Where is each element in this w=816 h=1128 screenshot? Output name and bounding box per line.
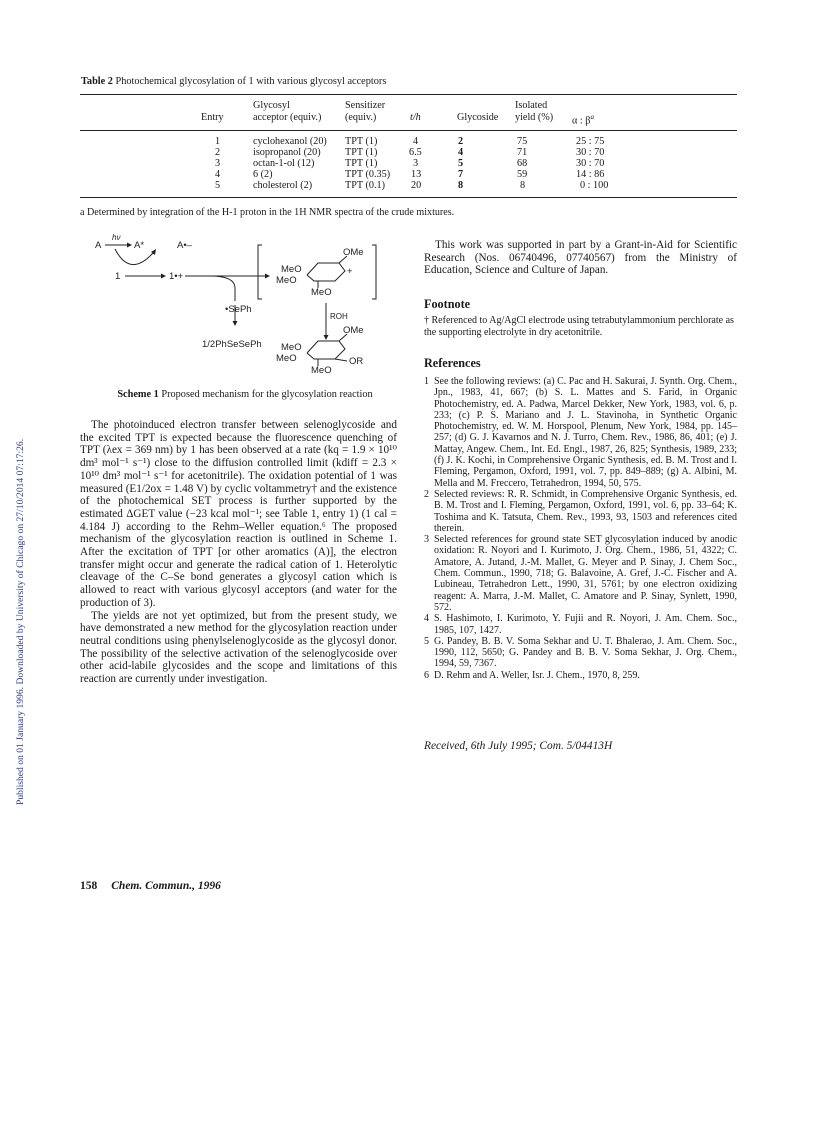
- electron-transfer-curve: [115, 249, 153, 265]
- cell-sensitizer: TPT (0.1): [345, 180, 385, 191]
- reference-text: Selected reviews: R. R. Schmidt, in Comprehensive Organic Synthesis, ed. B. M. Trost and I. Fleming, Pergamon, Oxford, 1991, vol. 6, pp. 33–64; K. Toshima and K. Tatsuta, Chem. Rev., 1993, 93, 1503 and references cited therein.: [434, 488, 737, 534]
- list-item: 6 D. Rehm and A. Weller, Isr. J. Chem., 1970, 8, 259.: [424, 669, 640, 681]
- label-meo-3: MeO: [311, 287, 332, 298]
- cell-sensitizer: TPT (0.35): [345, 169, 391, 180]
- label-meo-1: MeO: [281, 264, 302, 275]
- side-publication-note: [2, 150, 26, 805]
- cell-time: 3: [413, 158, 419, 169]
- scheme-caption: [110, 389, 380, 400]
- scheme-caption-text: Proposed mechanism for the glycosylation reaction: [158, 389, 373, 400]
- cell-yield: 71: [517, 147, 528, 158]
- cell-entry: 4: [215, 169, 221, 180]
- cell-glycoside: 7: [458, 169, 464, 180]
- cell-acceptor: isopropanol (20): [253, 147, 321, 158]
- cell-yield: 68: [517, 158, 528, 169]
- cell-acceptor: cholesterol (2): [253, 180, 313, 191]
- reference-text: Selected references for ground state SET glycosylation induced by anodic oxidation: R. Noyori and I. Kurimoto, J. Org. Chem., 1986, 51, 4322; C. Amatore, A. Jutand, J.-M. Mallet, G. Meyer and P. Sinay, J. Chem Soc., Chem. Commun., 1990, 718; G. Balavoine, A. Gref, J.-C. Fischer and A. Lubineau, Tetrahedron Lett., 1990, 31, 5761; by one electron oxidizing reagent: A. Marra, J.-M. Mallet, C. Amatore and P. Sinay, Synlett, 1990, 572.: [434, 534, 737, 613]
- glycoside-ring: [307, 341, 345, 359]
- label-oxocarbenium: +: [347, 266, 353, 277]
- header-yield-line2: yield (%): [515, 112, 554, 123]
- label-hv: hν: [112, 233, 121, 242]
- label-ome-bottom: OMe: [343, 325, 364, 336]
- cell-acceptor: cyclohexanol (20): [253, 136, 327, 147]
- page-number: 158: [80, 880, 98, 892]
- cell-glycoside: 4: [458, 147, 464, 158]
- header-sensitizer-line1: Sensitizer: [345, 100, 386, 111]
- received-date: Received, 6th July 1995; Com. 5/04413H: [424, 740, 613, 752]
- cell-sensitizer: TPT (1): [345, 136, 378, 147]
- cell-sensitizer: TPT (1): [345, 147, 378, 158]
- label-ome-top: OMe: [343, 247, 364, 258]
- table-header-rule: [80, 130, 737, 131]
- references-heading: References: [424, 356, 481, 370]
- header-entry: Entry: [201, 112, 224, 123]
- reference-text: D. Rehm and A. Weller, Isr. J. Chem., 1970, 8, 259.: [434, 669, 640, 681]
- cell-entry: 5: [215, 180, 221, 191]
- cell-glycoside: 5: [458, 158, 464, 169]
- label-diphenyl-diselenide: 1/2PhSeSePh: [202, 339, 262, 350]
- cell-glycoside: 8: [458, 180, 464, 191]
- reference-text: See the following reviews: (a) C. Pac and H. Sakurai, J. Synth. Org. Chem., Jpn., 1983, 41, 667; (b) S. L. Mattes and S. Farid, in Organic Photochemistry, ed. A. Padwa, Marcel Dekker, New York, 1983, vol. 6, p. 233; (c) P. S. Mariano and J. L. Stavinoha, in Synthetic Organic Photochemistry, ed. W. M. Horspool, Plenum, New York, 1984, pp. 145–257; (d) G. J. Kavarnos and N. J. Turro, Chem. Rev., 1986, 86, 401; (e) J. Mattay, Angew. Chem., Int. Ed. Engl., 1987, 26, 825; Synthesis, 1989, 233; (f) J. K. Kochi, in Comprehensive Organic Synthesis, ed. B. M. Trost and I. Fleming, Pergamon, Oxford, 1991, vol. 7, pp. 849–889; (g) A. Albini, M. Mella and M. Freccero, Tetrahedron, 1994, 50, 575.: [434, 376, 737, 489]
- cell-entry: 2: [215, 147, 221, 158]
- cell-time: 4: [413, 136, 419, 147]
- glycosyl-cation-ring: [307, 263, 345, 281]
- table-caption-text: Photochemical glycosylation of 1 with various glycosyl acceptors: [112, 76, 387, 87]
- header-acceptor-line1: Glycosyl: [253, 100, 290, 111]
- paragraph-electron-transfer: The photoinduced electron transfer between selenoglycoside and the excited TPT is expected because the fluorescence quenching of TPT (λex = 369 nm) by 1 has been observed at a rate (kq = 1.9 × 10¹⁰ dm³ mol⁻¹ s⁻¹) close to the diffusion controlled limit (kdiff = 2.3 × 10¹⁰ dm³ mol⁻¹ s⁻¹ for acetonitrile). The oxidation potential of 1 was measured (E1/2ox = 1.48 V) by cyclic voltammetry† and the existence of the photochemical SET process is further supported by the estimated ΔGET value (−23 kcal mol⁻¹; see Table 1, entry 1) (1 cal = 4.184 J) according to the Rehm–Weller equation.⁶ The proposed mechanism of the glycosylation reaction is outlined in Scheme 1. After the excitation of TPT [or other aromatics (A)], the electron transfer might occur and generate the radical cation of 1. Heterolytic cleavage of the C–Se bond generates a glycosyl cation which is allowed to react with various glycosyl acceptors (and water for the production of 3).: [80, 419, 397, 609]
- acknowledgement: [424, 239, 737, 277]
- cell-ratio: 14 : 86: [576, 169, 605, 180]
- footnote-text: † Referenced to Ag/AgCl electrode using tetrabutylammonium perchlorate as the supporting electrolyte in dry acetonitrile.: [424, 315, 734, 338]
- label-or: OR: [349, 356, 364, 367]
- label-meo-2: MeO: [276, 275, 297, 286]
- cell-time: 6.5: [409, 147, 422, 158]
- header-ratio: α : $\beta^a$: [572, 113, 594, 127]
- footnote-heading: Footnote: [424, 297, 471, 311]
- cell-acceptor: octan-1-ol (12): [253, 158, 315, 169]
- scheme-caption-label: Scheme 1: [117, 389, 159, 400]
- list-item: 2 Selected reviews: R. R. Schmidt, in Comprehensive Organic Synthesis, ed. B. M. Trost and I. Fleming, Pergamon, Oxford, 1991, vol. 6, pp. 33–64; K. Toshima and K. Tatsuta, Chem. Rev., 1993, 93, 1503 and references cited therein.: [424, 488, 737, 534]
- label-a: A: [95, 240, 102, 251]
- list-item: 4 S. Hashimoto, I. Kurimoto, Y. Fujii and R. Noyori, J. Am. Chem. Soc., 1985, 107, 1427.: [424, 613, 737, 636]
- cell-ratio: 25 : 75: [576, 136, 605, 147]
- table-top-rule: [80, 94, 737, 95]
- reference-text: G. Pandey, B. B. V. Soma Sekhar and U. T. Bhalerao, J. Am. Chem. Soc., 1990, 112, 5650; G. Pandey and B. B. V. Soma Sekhar, J. Org. Chem., 1994, 59, 7367.: [434, 635, 737, 670]
- label-a-radical-anion: A•–: [177, 240, 192, 251]
- cell-ratio: 0 : 100: [580, 180, 609, 191]
- header-sensitizer-line2: (equiv.): [345, 112, 377, 123]
- label-seph: •SePh: [225, 304, 252, 315]
- cell-entry: 1: [215, 136, 221, 147]
- list-item: 3 Selected references for ground state SET glycosylation induced by anodic oxidation: R. Noyori and I. Kurimoto, J. Org. Chem., 1986, 51, 4322; C. Amatore, A. Jutand, J.-M. Mallet, G. Meyer and P. Sinay, J. Chem Soc., Chem. Commun., 1990, 718; G. Balavoine, A. Gref, J.-C. Fischer and A. Lubineau, Tetrahedron Lett., 1990, 31, 5761; by one electron oxidizing reagent: A. Marra, J.-M. Mallet, C. Amatore and P. Sinay, Synlett, 1990, 572.: [424, 534, 737, 613]
- table-bottom-rule: [80, 197, 737, 198]
- label-meo-6: MeO: [311, 365, 332, 376]
- left-column-body: [80, 419, 397, 686]
- bracket-right: [372, 245, 376, 299]
- list-item: 5 G. Pandey, B. B. V. Soma Sekhar and U. T. Bhalerao, J. Am. Chem. Soc., 1990, 112, 5650; G. Pandey and B. B. V. Soma Sekhar, J. Org. Chem., 1994, 59, 7367.: [424, 635, 737, 670]
- cell-yield: 75: [517, 136, 528, 147]
- header-time: t/h: [410, 112, 421, 123]
- header-acceptor-line2: acceptor (equiv.): [253, 112, 322, 123]
- cell-ratio: 30 : 70: [576, 147, 605, 158]
- acknowledgement-text: This work was supported in part by a Grant-in-Aid for Scientific Research (Nos. 06740496, 07740567) from the Ministry of Education, Science and Culture of Japan.: [424, 239, 737, 277]
- list-item: 1 See the following reviews: (a) C. Pac and H. Sakurai, J. Synth. Org. Chem., Jpn., 1983, 41, 667; (b) S. L. Mattes and S. Farid, in Organic Photochemistry, ed. A. Padwa, Marcel Dekker, New York, 1983, vol. 6, p. 233; (c) P. S. Mariano and J. L. Stavinoha, in Synthetic Organic Photochemistry, ed. W. M. Horspool, Plenum, New York, 1984, pp. 145–257; (d) G. J. Kavarnos and N. J. Turro, Chem. Rev., 1986, 86, 401; (e) J. Mattay, Angew. Chem., Int. Ed. Engl., 1987, 26, 825; Synthesis, 1989, 233; (f) J. K. Kochi, in Comprehensive Organic Synthesis, ed. B. M. Trost and I. Fleming, Pergamon, Oxford, 1991, vol. 7, pp. 849–889; (g) A. Albini, M. Mella and M. Freccero, Tetrahedron, 1994, 50, 575.: [424, 376, 737, 489]
- table-caption: [81, 76, 386, 87]
- label-roh: ROH: [330, 312, 348, 321]
- seph-release-line: [210, 276, 235, 301]
- cell-ratio: 30 : 70: [576, 158, 605, 169]
- cell-time: 20: [411, 180, 422, 191]
- cell-entry: 3: [215, 158, 221, 169]
- cell-acceptor: 6 (2): [253, 169, 273, 180]
- label-meo-5: MeO: [276, 353, 297, 364]
- label-radical-cation: 1•+: [169, 271, 184, 282]
- side-note-text: Published on 01 January 1996. Downloaded by University of Chicago on 27/10/2014 07:17:26.: [15, 438, 26, 805]
- scheme-1-mechanism: [85, 233, 395, 383]
- cell-yield: 59: [517, 169, 528, 180]
- bracket-left: [258, 245, 262, 299]
- page-footer: [80, 880, 221, 892]
- reference-text: S. Hashimoto, I. Kurimoto, Y. Fujii and R. Noyori, J. Am. Chem. Soc., 1985, 107, 1427.: [434, 613, 737, 636]
- label-a-star: A*: [134, 240, 145, 251]
- table-caption-label: Table 2: [81, 76, 113, 87]
- header-glycoside: Glycoside: [457, 112, 499, 123]
- cell-glycoside: 2: [458, 136, 464, 147]
- header-yield-line1: Isolated: [515, 100, 548, 111]
- cell-yield: 8: [520, 180, 526, 191]
- label-meo-4: MeO: [281, 342, 302, 353]
- reference-list: [424, 376, 737, 681]
- paragraph-conclusion: The yields are not yet optimized, but from the present study, we have demonstrated a new method for the glycosylation reaction under neutral conditions using phenylselenoglycoside as the glycosyl donor. The possibility of the selective activation of the selenoglycoside over other acid-labile glycosides and the scope and limitations of this reaction are currently under investigation.: [80, 609, 397, 686]
- label-compound-1: 1: [115, 271, 121, 282]
- table-footnote: a Determined by integration of the H-1 proton in the 1H NMR spectra of the crude mixtures.: [80, 207, 455, 218]
- cell-time: 13: [411, 169, 422, 180]
- journal-name: Chem. Commun., 1996: [111, 880, 221, 892]
- cell-sensitizer: TPT (1): [345, 158, 378, 169]
